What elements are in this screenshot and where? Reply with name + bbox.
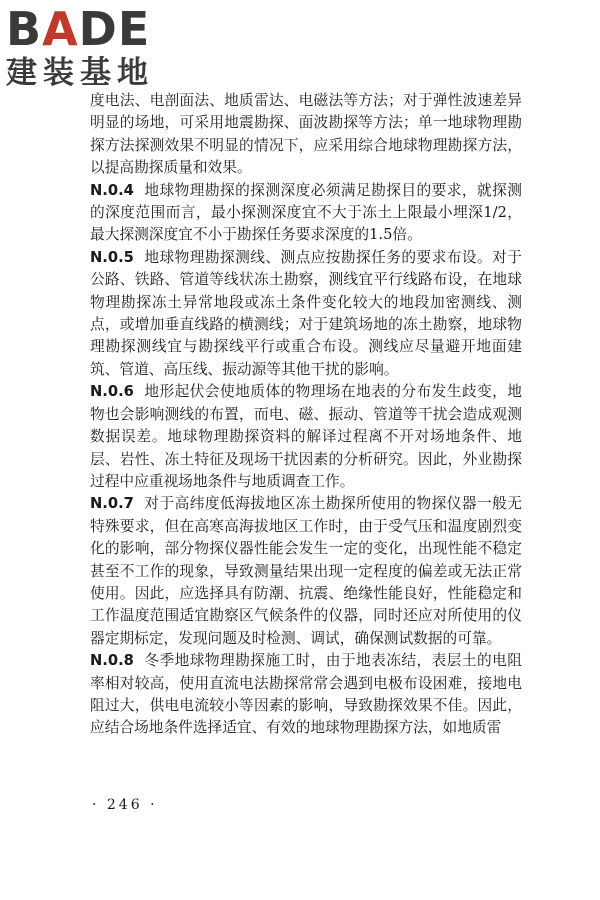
clause-number: N.0.4: [90, 181, 134, 199]
paragraph-n05: N.0.5 地球物理勘探测线、测点应按勘探任务的要求布设。对于公路、铁路、管道等线状冻土勘察，测线宜平行线路布设，在地球物理勘探冻土异常地段或冻土条件变化较大的地段加密测线、测点，或增加垂直线路的横测线；对于建筑场地的冻土勘察，地球物理勘探测线宜与勘探线平行或重合布设。测线应尽量避开地面建筑、管道、高压线、振动源等其他干扰的影响。: [90, 248, 522, 378]
paragraph-n04: N.0.4 地球物理勘探的探测深度必须满足勘探目的要求，就探测的深度范围而言，最小探测深度宜不大于冻土上限最小埋深1/2，最大探测深度宜不小于勘探任务要求深度的1.5倍。: [90, 181, 522, 244]
paragraph-0: 度电法、电剖面法、地质雷达、电磁法等方法；对于弹性波速差异明显的场地，可采用地震勘探、面波勘探等方法；单一地球物理勘探方法探测效果不明显的情况下，应采用综合地球物理勘探方法，以提高勘探质量和效果。: [90, 92, 522, 177]
logo-subtitle: 建装基地: [6, 55, 154, 91]
clause-number: N.0.7: [90, 495, 134, 513]
page-number: · 246 ·: [92, 797, 158, 813]
clause-number: N.0.5: [90, 248, 134, 266]
paragraph-n06: N.0.6 地形起伏会使地质体的物理场在地表的分布发生歧变，地物也会影响测线的布置，而电、磁、振动、管道等干扰会造成观测数据误差。地球物理勘探资料的解译过程离不开对场地条件、地层、岩性、冻土特征及现场干扰因素的分析研究。因此，外业勘探过程中应重视场地条件与地质调查工作。: [90, 383, 522, 490]
brand-logo: [6, 4, 186, 94]
paragraph-n08: N.0.8 冬季地球物理勘探施工时，由于地表冻结，表层土的电阻率相对较高，使用直流电法勘探常常会遇到电极布设困难，接地电阻过大，供电电流较小等因素的影响，导致勘探效果不佳。因此，应结合场地条件选择适宜、有效的地球物理勘探方法，如地质雷: [90, 652, 522, 737]
clause-number: N.0.6: [90, 383, 134, 401]
clause-number: N.0.8: [90, 652, 134, 670]
document-body: [90, 90, 522, 740]
paragraph-n07: N.0.7 对于高纬度低海拔地区冻土勘探所使用的物探仪器一般无特殊要求，但在高寒高海拔地区工作时，由于受气压和温度剧烈变化的影响，部分物探仪器性能会发生一定的变化，出现性能不稳定甚至不工作的现象，导致测量结果出现一定程度的偏差或无法正常使用。因此，应选择具有防潮、抗震、绝缘性能良好，性能稳定和工作温度范围适宜勘察区气候条件的仪器，同时还应对所使用的仪器定期标定，发现问题及时检测、调试，确保测试数据的可靠。: [90, 495, 522, 647]
logo-wordmark: BADE: [6, 2, 151, 56]
